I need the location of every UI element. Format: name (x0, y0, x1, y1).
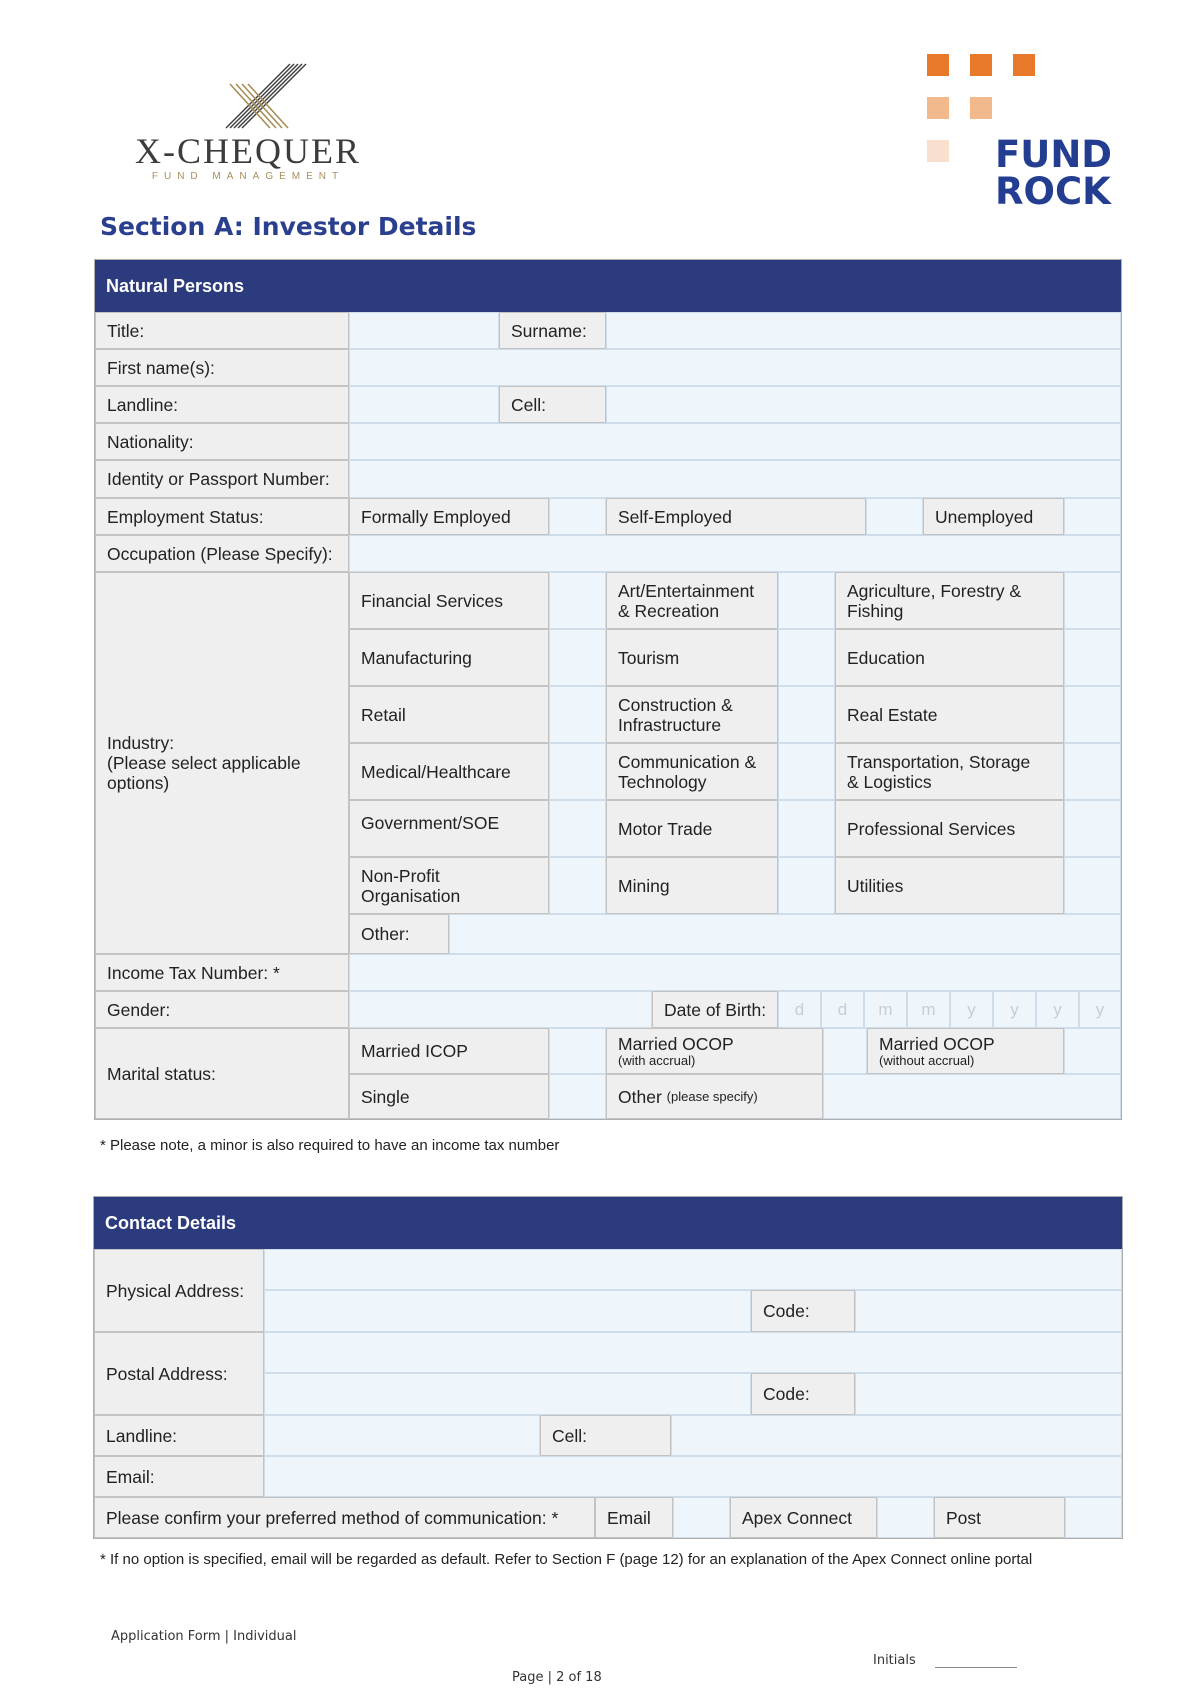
cell-input[interactable] (606, 386, 1121, 423)
contact-cell-input[interactable] (671, 1415, 1122, 1456)
industry-checkbox[interactable] (778, 743, 835, 800)
natural-persons-table (94, 259, 1122, 1120)
xchequer-logo-subtitle: FUND MANAGEMENT (151, 171, 345, 182)
id-number-input[interactable] (349, 460, 1121, 498)
method-option-apex-connect: Apex Connect (730, 1497, 877, 1538)
industry-checkbox[interactable] (1064, 686, 1121, 743)
industry-checkbox[interactable] (549, 857, 606, 914)
surname-input[interactable] (606, 312, 1121, 349)
industry-option: Transportation, Storage & Logistics (835, 743, 1064, 800)
surname-label: Surname: (499, 312, 606, 349)
industry-option: Motor Trade (606, 800, 778, 857)
fundrock-square-icon (970, 54, 992, 76)
dob-year-input[interactable]: y (1036, 991, 1079, 1028)
industry-option: Medical/Healthcare (349, 743, 549, 800)
physical-address-line1-input[interactable] (264, 1249, 1122, 1290)
contact-email-label: Email: (94, 1456, 264, 1497)
fundrock-logo-name: FUND ROCK (995, 133, 1112, 213)
industry-checkbox[interactable] (549, 572, 606, 629)
footer-initials-label: Initials (873, 1653, 916, 1668)
industry-checkbox[interactable] (1064, 800, 1121, 857)
landline-label: Landline: (95, 386, 349, 423)
communication-method-label: Please confirm your preferred method of communication: * (94, 1497, 595, 1538)
dob-year-input[interactable]: y (1079, 991, 1121, 1028)
industry-option: Art/Entertainment & Recreation (606, 572, 778, 629)
dob-year-input[interactable]: y (950, 991, 993, 1028)
xchequer-logo-name: X-CHEQUER (135, 131, 361, 171)
industry-label: Industry: (Please select applicable options) (95, 572, 349, 954)
marital-other-input[interactable] (823, 1074, 1121, 1119)
gender-input[interactable] (349, 991, 652, 1028)
industry-option: Agriculture, Forestry & Fishing (835, 572, 1064, 629)
nationality-label: Nationality: (95, 423, 349, 460)
marital-single-checkbox[interactable] (549, 1074, 606, 1119)
dob-day-input[interactable]: d (778, 991, 821, 1028)
industry-option: Construction & Infrastructure (606, 686, 778, 743)
marital-ocop-with-note: (with accrual) (618, 1052, 696, 1068)
physical-code-input[interactable] (855, 1290, 1122, 1332)
marital-option-ocop-without-accrual (867, 1028, 1064, 1074)
first-names-input[interactable] (349, 349, 1121, 386)
marital-ocop-with-checkbox[interactable] (823, 1028, 867, 1074)
cell-label: Cell: (499, 386, 606, 423)
postal-code-input[interactable] (855, 1373, 1122, 1415)
xchequer-mark-icon (208, 62, 308, 132)
communication-default-note: * If no option is specified, email will be regarded as default. Refer to Section F (page 12) for an explanation of the Apex Connect online portal (100, 1551, 1033, 1568)
marital-ocop-without-note: (without accrual) (879, 1052, 975, 1068)
employment-option-unemployed: Unemployed (923, 498, 1064, 535)
industry-checkbox[interactable] (549, 686, 606, 743)
industry-checkbox[interactable] (778, 572, 835, 629)
method-email-checkbox[interactable] (673, 1497, 730, 1538)
industry-option: Financial Services (349, 572, 549, 629)
industry-checkbox[interactable] (778, 629, 835, 686)
industry-other-label: Other: (349, 914, 449, 954)
industry-checkbox[interactable] (778, 800, 835, 857)
marital-ocop-without-text: Married OCOP (879, 1033, 995, 1054)
section-title: Section A: Investor Details (100, 212, 477, 241)
fundrock-square-icon (970, 97, 992, 119)
industry-option: Mining (606, 857, 778, 914)
industry-option: Government/SOE (349, 800, 549, 857)
method-option-email: Email (595, 1497, 673, 1538)
income-tax-input[interactable] (349, 954, 1121, 991)
marital-option-icop: Married ICOP (349, 1028, 549, 1074)
footer-form-name: Application Form | Individual (111, 1629, 297, 1644)
marital-option-other (606, 1074, 823, 1119)
employment-status-label: Employment Status: (95, 498, 349, 535)
initials-signature-line[interactable] (935, 1667, 1017, 1668)
contact-details-table (93, 1196, 1123, 1539)
marital-other-text: Other (618, 1086, 662, 1107)
contact-cell-label: Cell: (540, 1415, 671, 1456)
method-option-post: Post (934, 1497, 1065, 1538)
postal-address-line1-input[interactable] (264, 1332, 1122, 1373)
dob-month-input[interactable]: m (864, 991, 907, 1028)
xchequer-logo (128, 62, 368, 192)
industry-other-input[interactable] (449, 914, 1121, 954)
postal-code-label: Code: (751, 1373, 855, 1415)
employment-option-self: Self-Employed (606, 498, 866, 535)
marital-ocop-without-checkbox[interactable] (1064, 1028, 1121, 1074)
physical-code-label: Code: (751, 1290, 855, 1332)
marital-icop-checkbox[interactable] (549, 1028, 606, 1074)
gender-label: Gender: (95, 991, 349, 1028)
id-number-label: Identity or Passport Number: (95, 460, 349, 498)
employment-formal-checkbox[interactable] (549, 498, 606, 535)
marital-option-single: Single (349, 1074, 549, 1119)
industry-option: Education (835, 629, 1064, 686)
physical-address-line2-input[interactable] (264, 1290, 751, 1332)
industry-checkbox[interactable] (549, 743, 606, 800)
dob-month-input[interactable]: m (907, 991, 950, 1028)
fundrock-square-icon (1013, 54, 1035, 76)
postal-address-label: Postal Address: (94, 1332, 264, 1415)
industry-checkbox[interactable] (778, 857, 835, 914)
industry-checkbox[interactable] (1064, 857, 1121, 914)
industry-checkbox[interactable] (1064, 743, 1121, 800)
marital-status-label: Marital status: (95, 1028, 349, 1119)
postal-address-line2-input[interactable] (264, 1373, 751, 1415)
occupation-input[interactable] (349, 535, 1121, 572)
employment-unemployed-checkbox[interactable] (1064, 498, 1121, 535)
marital-ocop-with-text: Married OCOP (618, 1033, 734, 1054)
dob-label: Date of Birth: (652, 991, 778, 1028)
industry-checkbox[interactable] (549, 800, 606, 857)
marital-option-ocop-with-accrual (606, 1028, 823, 1074)
industry-checkbox[interactable] (778, 686, 835, 743)
natural-persons-header: Natural Persons (95, 260, 1121, 312)
contact-landline-label: Landline: (94, 1415, 264, 1456)
title-input[interactable] (349, 312, 499, 349)
landline-input[interactable] (349, 386, 499, 423)
fundrock-logo (925, 52, 1112, 213)
dob-year-input[interactable]: y (993, 991, 1036, 1028)
industry-option: Professional Services (835, 800, 1064, 857)
industry-option: Manufacturing (349, 629, 549, 686)
industry-option: Communication & Technology (606, 743, 778, 800)
occupation-label: Occupation (Please Specify): (95, 535, 349, 572)
industry-checkbox[interactable] (1064, 572, 1121, 629)
dob-day-input[interactable]: d (821, 991, 864, 1028)
contact-details-header: Contact Details (94, 1197, 1122, 1249)
method-post-checkbox[interactable] (1065, 1497, 1122, 1538)
footer-page-number: Page | 2 of 18 (512, 1670, 602, 1685)
fundrock-square-icon (927, 140, 949, 162)
industry-checkbox[interactable] (1064, 629, 1121, 686)
industry-option: Real Estate (835, 686, 1064, 743)
contact-landline-input[interactable] (264, 1415, 540, 1456)
industry-option: Retail (349, 686, 549, 743)
nationality-input[interactable] (349, 423, 1121, 460)
contact-email-input[interactable] (264, 1456, 1122, 1497)
income-tax-label: Income Tax Number: * (95, 954, 349, 991)
employment-option-formal: Formally Employed (349, 498, 549, 535)
method-apex-connect-checkbox[interactable] (877, 1497, 934, 1538)
industry-option: Tourism (606, 629, 778, 686)
industry-option: Non-Profit Organisation (349, 857, 549, 914)
marital-other-note: (please specify) (666, 1088, 758, 1104)
fundrock-square-icon (927, 97, 949, 119)
physical-address-label: Physical Address: (94, 1249, 264, 1332)
industry-checkbox[interactable] (549, 629, 606, 686)
income-tax-note: * Please note, a minor is also required to have an income tax number (100, 1137, 560, 1154)
industry-option: Utilities (835, 857, 1064, 914)
employment-self-checkbox[interactable] (866, 498, 923, 535)
first-names-label: First name(s): (95, 349, 349, 386)
fundrock-square-icon (927, 54, 949, 76)
title-label: Title: (95, 312, 349, 349)
